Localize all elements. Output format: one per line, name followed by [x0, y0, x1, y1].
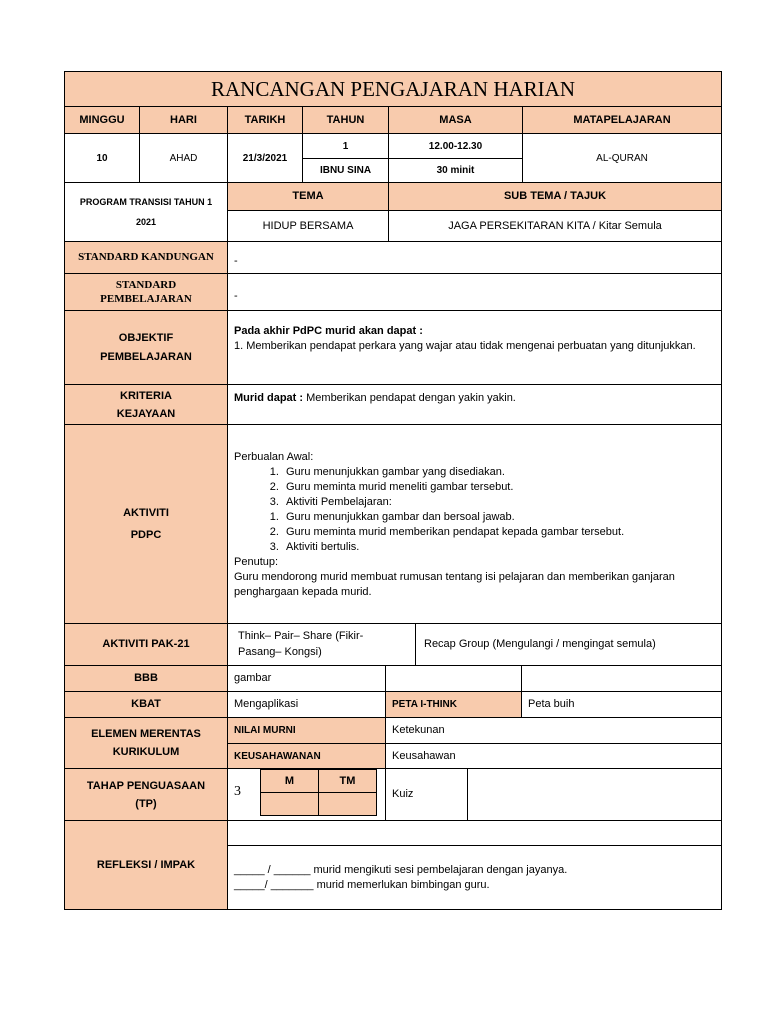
- matapelajaran-value: AL-QURAN: [522, 133, 722, 183]
- tarikh-value: 21/3/2021: [227, 133, 303, 183]
- tahun-value: 1: [302, 133, 389, 159]
- subtema-value: JAGA PERSEKITARAN KITA / Kitar Semula: [388, 210, 722, 242]
- kbat-label: KBAT: [64, 691, 228, 718]
- pak21-item1-line1: Think– Pair– Share (Fikir-: [238, 630, 364, 642]
- list-item: 1. Guru menunjukkan gambar dan bersoal jawab.: [282, 510, 715, 525]
- kaedah-value: Kuiz: [385, 768, 468, 821]
- objektif-intro: Pada akhir PdPC murid akan dapat :: [234, 325, 423, 337]
- nilai-murni-label: NILAI MURNI: [227, 717, 386, 744]
- kriteria-content: [227, 384, 722, 425]
- aktiviti-penutup: Penutup:: [234, 556, 279, 568]
- list-item: 2. Guru meminta murid memberikan pendapat kepada gambar tersebut.: [282, 525, 715, 540]
- pak21-item1-line2: Pasang– Kongsi): [238, 646, 322, 658]
- subtema-label: SUB TEMA / TAJUK: [388, 182, 722, 211]
- aktiviti-label-line2: PDPC: [130, 529, 162, 541]
- elemen-label-line1: ELEMEN MERENTAS: [91, 728, 201, 740]
- kelas-value: IBNU SINA: [302, 158, 389, 183]
- bbb-empty-cell: [521, 665, 722, 692]
- tahap-value: 3: [234, 784, 241, 799]
- program-line2: 2021: [135, 217, 157, 227]
- durasi-value: 30 minit: [388, 158, 523, 183]
- tahap-label-line1: TAHAP PENGUASAAN: [86, 779, 206, 792]
- standard-pembelajaran-label: [64, 273, 228, 311]
- standard-kandungan-label: STANDARD KANDUNGAN: [64, 241, 228, 274]
- hari-value: AHAD: [139, 133, 228, 183]
- objektif-label-line2: PEMBELAJARAN: [100, 350, 192, 363]
- kriteria-text: Memberikan pendapat dengan yakin yakin.: [303, 392, 516, 404]
- aktiviti-closing: Guru mendorong murid membuat rumusan tentang isi pelajaran dan memberikan ganjaran penghargaan kepada murid.: [234, 571, 675, 598]
- m-checkbox[interactable]: [260, 792, 319, 816]
- m-label: M: [260, 769, 319, 793]
- header-matapelajaran: MATAPELAJARAN: [522, 106, 722, 134]
- refleksi-label: REFLEKSI / IMPAK: [64, 820, 228, 910]
- keusahawanan-value: Keusahawan: [385, 743, 722, 769]
- aktiviti-list-1: [234, 465, 715, 510]
- header-masa: MASA: [388, 106, 523, 134]
- objektif-content: [227, 310, 722, 385]
- list-item: 2. Guru meminta murid meneliti gambar tersebut.: [282, 480, 715, 495]
- minggu-value: 10: [64, 133, 140, 183]
- pak21-item1: [227, 623, 416, 666]
- bbb-empty-cell: [385, 665, 522, 692]
- bbb-label: BBB: [64, 665, 228, 692]
- pak21-item2: Recap Group (Mengulangi / mengingat semula): [415, 623, 722, 666]
- standard-pembelajaran-value: -: [227, 273, 722, 311]
- tahap-label: [64, 768, 228, 821]
- standard-pembelajaran-label-line1: STANDARD: [115, 279, 177, 291]
- peta-ithink-label: PETA I-THINK: [385, 691, 522, 718]
- nilai-murni-value: Ketekunan: [385, 717, 722, 744]
- header-tahun: TAHUN: [302, 106, 389, 134]
- objektif-label-line1: OBJEKTIF: [118, 331, 174, 344]
- tema-label: TEMA: [227, 182, 389, 211]
- program-cell: [64, 182, 228, 242]
- list-item: 1. Guru menunjukkan gambar yang disediakan.: [282, 465, 715, 480]
- lesson-plan-table: [64, 71, 722, 910]
- refleksi-content: [227, 845, 722, 910]
- kriteria-label: [64, 384, 228, 425]
- refleksi-line1: _____ / ______ murid mengikuti sesi pembelajaran dengan jayanya.: [234, 863, 568, 876]
- header-hari: HARI: [139, 106, 228, 134]
- tahap-value-cell: [227, 768, 386, 821]
- header-minggu: MINGGU: [64, 106, 140, 134]
- refleksi-line2: _____/ _______ murid memerlukan bimbingan guru.: [234, 878, 490, 891]
- kriteria-lead: Murid dapat :: [234, 392, 304, 404]
- standard-kandungan-value: -: [227, 241, 722, 274]
- list-item: 3. Aktiviti Pembelajaran:: [282, 495, 715, 510]
- pak21-label: AKTIVITI PAK-21: [64, 623, 228, 666]
- bbb-value: gambar: [227, 665, 386, 692]
- peta-ithink-value: Peta buih: [521, 691, 722, 718]
- aktiviti-list-2: [234, 510, 715, 555]
- aktiviti-label-line1: AKTIVITI: [123, 507, 169, 519]
- kriteria-label-line2: KEJAYAAN: [116, 407, 176, 420]
- refleksi-empty-cell: [227, 820, 722, 846]
- standard-pembelajaran-label-line2: PEMBELAJARAN: [100, 293, 192, 305]
- elemen-label-line2: KURIKULUM: [112, 746, 180, 758]
- tema-value: HIDUP BERSAMA: [227, 210, 389, 242]
- masa-value: 12.00-12.30: [388, 133, 523, 159]
- keusahawanan-label: KEUSAHAWANAN: [227, 743, 386, 769]
- objektif-label: [64, 310, 228, 385]
- kriteria-label-line1: KRITERIA: [120, 389, 172, 402]
- tahap-empty-cell: [467, 768, 722, 821]
- page-title: RANCANGAN PENGAJARAN HARIAN: [64, 71, 722, 107]
- aktiviti-label: [64, 424, 228, 624]
- elemen-label: [64, 717, 228, 769]
- tm-label: TM: [318, 769, 377, 793]
- program-line1: PROGRAM TRANSISI TAHUN 1: [79, 197, 213, 207]
- tahap-label-line2: (TP): [135, 797, 157, 810]
- tm-checkbox[interactable]: [318, 792, 377, 816]
- aktiviti-content: [227, 424, 722, 624]
- kbat-value: Mengaplikasi: [227, 691, 386, 718]
- header-tarikh: TARIKH: [227, 106, 303, 134]
- list-item: 3. Aktiviti bertulis.: [282, 540, 715, 555]
- aktiviti-heading: Perbualan Awal:: [234, 451, 314, 463]
- objektif-item: 1. Memberikan pendapat perkara yang wajar atau tidak mengenai perbuatan yang ditunjukkan.: [234, 340, 696, 352]
